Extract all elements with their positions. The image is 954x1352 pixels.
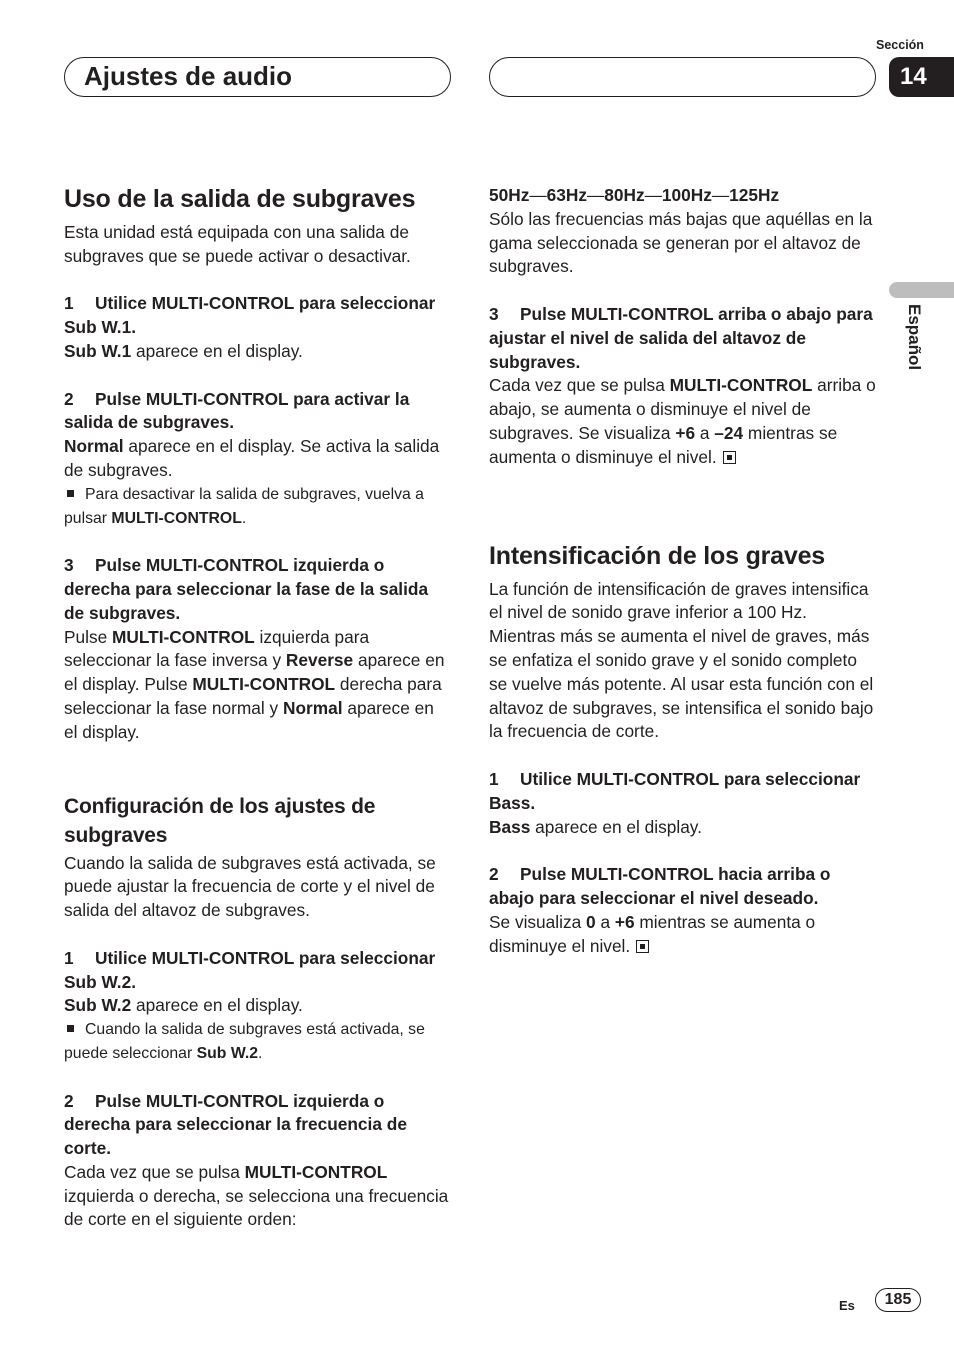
paragraph-config-intro: Cuando la salida de subgraves está activada, se puede ajustar la frecuencia de corte y el nivel de salida del altavoz de subgraves. (64, 852, 436, 921)
bullet-square-icon (67, 490, 74, 497)
config-step-1: 1 Utilice MULTI-CONTROL para seleccionar Sub W.2. (64, 947, 436, 992)
frequency-sequence: 50Hz—63Hz—80Hz—100Hz—125Hz (489, 185, 780, 205)
config-step-1-body: Sub W.2 aparece en el display. (64, 995, 303, 1016)
section-title: Ajustes de audio (84, 61, 293, 91)
page-number: 185 (875, 1288, 921, 1312)
config-step-3-body: Cada vez que se pulsa MULTI-CONTROL arriba o abajo, se aumenta o disminuye el nivel de subgraves. Se visualiza +6 a –24 mientras se aumenta o disminuye el nivel. (489, 375, 876, 467)
step-1-body: Sub W.1 aparece en el display. (64, 340, 303, 361)
header-frame-right (489, 57, 876, 97)
bullet-square-icon (67, 1025, 74, 1032)
end-of-section-icon (636, 940, 649, 953)
step-3-body: Pulse MULTI-CONTROL izquierda para seleccionar la fase inversa y Reverse aparece en el display. Pulse MULTI-CONTROL derecha para seleccionar la fase normal y Normal aparece en el display. (64, 626, 445, 742)
intens-step-1: 1 Utilice MULTI-CONTROL para seleccionar Bass. (489, 768, 861, 813)
config-step-1-note: Cuando la salida de subgraves está activada, se puede seleccionar Sub W.2. (64, 1021, 425, 1062)
step-1: 1 Utilice MULTI-CONTROL para seleccionar Sub W.1. (64, 293, 436, 338)
step-3: 3 Pulse MULTI-CONTROL izquierda o derecha para seleccionar la fase de la salida de subgraves. (64, 555, 429, 623)
heading-configuracion-subgraves: Configuración de los ajustes de subgraves (64, 794, 376, 847)
config-step-3: 3 Pulse MULTI-CONTROL arriba o abajo para ajustar el nivel de salida del altavoz de subgraves. (489, 303, 873, 372)
step-2-body: Normal aparece en el display. Se activa la salida de subgraves. (64, 436, 440, 480)
frequency-body: Sólo las frecuencias más bajas que aquéllas en la gama seleccionada se generan por el altavoz de subgraves. (489, 208, 873, 277)
language-tab (889, 282, 954, 298)
intens-step-2: 2 Pulse MULTI-CONTROL hacia arriba o abajo para seleccionar el nivel deseado. (489, 864, 831, 908)
left-column (64, 184, 452, 1232)
section-label: Sección (876, 38, 924, 52)
intens-step-1-body: Bass aparece en el display. (489, 816, 702, 837)
language-label: Español (905, 304, 924, 371)
footer-language-code: Es (839, 1298, 855, 1313)
heading-intensificacion-graves: Intensificación de los graves (489, 541, 825, 570)
config-step-2: 2 Pulse MULTI-CONTROL izquierda o derecha para seleccionar la frecuencia de corte. (64, 1090, 407, 1159)
end-of-section-icon (723, 451, 736, 464)
step-2: 2 Pulse MULTI-CONTROL para activar la salida de subgraves. (64, 388, 410, 433)
right-column (489, 184, 877, 958)
section-number-badge: 14 (889, 57, 954, 97)
step-2-note: Para desactivar la salida de subgraves, vuelva a pulsar MULTI-CONTROL. (64, 485, 424, 527)
intens-step-2-body: Se visualiza 0 a +6 mientras se aumenta o disminuye el nivel. (489, 911, 816, 956)
paragraph-intens-intro: La función de intensificación de graves intensifica el nivel de sonido grave inferior a 100 Hz. Mientras más se aumenta el nivel de graves, más se enfatiza el sonido grave y el sonido completo se vuelve más potente. Al usar esta función con el altavoz de subgraves, se intensifica el sonido bajo la frecuencia de corte. (489, 578, 874, 742)
paragraph-intro: Esta unidad está equipada con una salida de subgraves que se puede activar o desactivar. (64, 222, 411, 266)
heading-uso-salida-subgraves: Uso de la salida de subgraves (64, 185, 416, 213)
config-step-2-body: Cada vez que se pulsa MULTI-CONTROL izquierda o derecha, se selecciona una frecuencia de corte en el siguiente orden: (64, 1161, 449, 1230)
